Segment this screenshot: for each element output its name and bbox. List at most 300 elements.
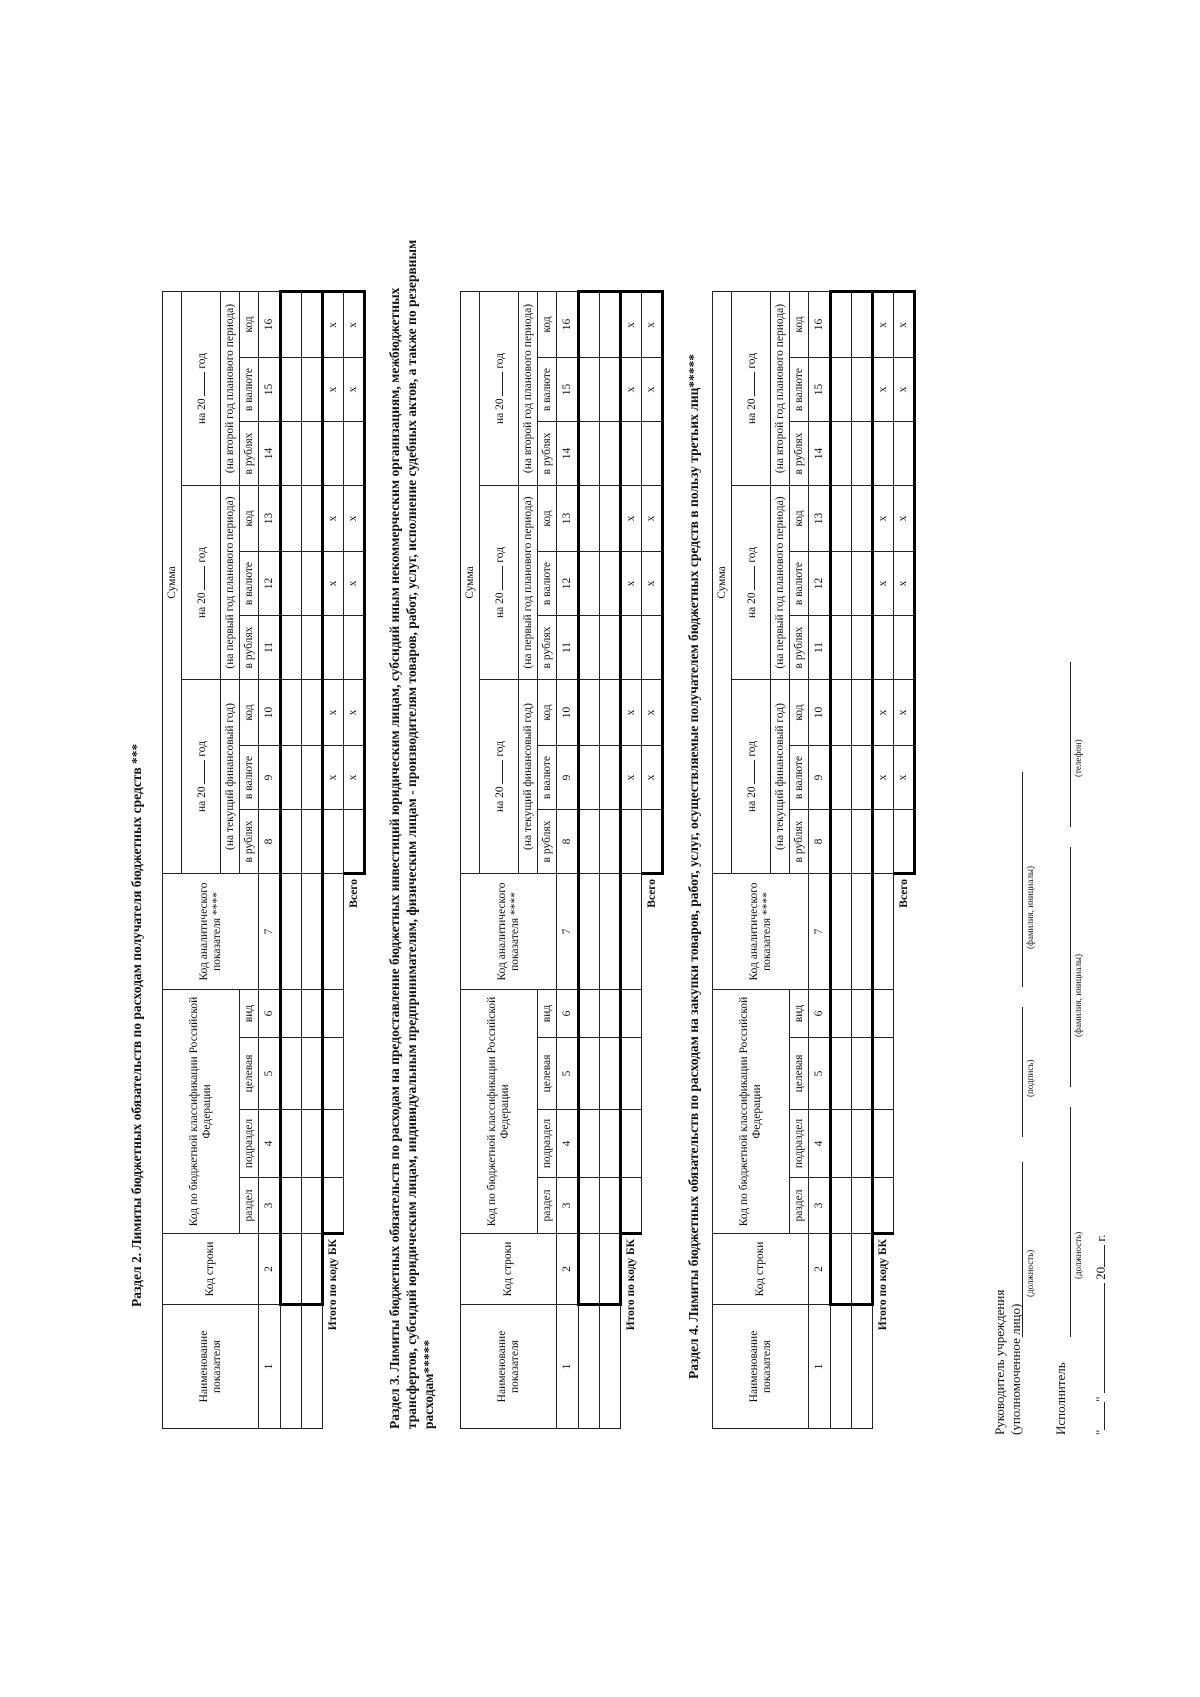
executor-name-caption: (фамилия, инициалы) — [1073, 954, 1083, 1037]
colnum: 5 — [809, 1038, 831, 1110]
cell[interactable] — [852, 486, 873, 552]
cell[interactable] — [852, 680, 873, 746]
cell[interactable] — [344, 810, 365, 874]
cell[interactable] — [600, 990, 621, 1038]
period-current — [480, 680, 519, 874]
date-quote: " — [1093, 1429, 1108, 1435]
cell[interactable] — [831, 990, 852, 1038]
cell[interactable] — [600, 1178, 621, 1234]
sub-razdel: раздел — [538, 1178, 557, 1234]
cell[interactable] — [281, 746, 302, 810]
x-mark: x — [894, 292, 915, 358]
name-caption: (фамилия, инициалы) — [1025, 866, 1035, 949]
cell[interactable] — [302, 292, 323, 358]
cell[interactable] — [831, 874, 852, 990]
x-mark: x — [873, 486, 894, 552]
colnum: 3 — [557, 1178, 579, 1234]
cell[interactable] — [852, 746, 873, 810]
period-god: год — [493, 352, 506, 369]
sub-kod: код — [790, 292, 809, 358]
total-label: Всего — [897, 879, 910, 908]
cell[interactable] — [600, 616, 621, 680]
year-blank[interactable] — [1104, 1245, 1105, 1267]
cell[interactable] — [852, 1178, 873, 1234]
colnum: 1 — [259, 1305, 281, 1429]
colnum: 1 — [809, 1305, 831, 1429]
total-label: Всего — [347, 879, 360, 908]
cell[interactable] — [579, 1178, 600, 1234]
colnum: 8 — [259, 810, 281, 874]
cell[interactable] — [323, 874, 344, 990]
cell[interactable] — [621, 1178, 642, 1234]
cell[interactable] — [873, 1178, 894, 1234]
colnum: 7 — [259, 874, 281, 990]
period-current — [732, 680, 771, 874]
x-mark: x — [323, 552, 344, 616]
cell[interactable] — [344, 422, 365, 486]
colnum: 15 — [557, 358, 579, 422]
sub-kod: код — [240, 486, 259, 552]
cell[interactable] — [852, 1305, 873, 1429]
cell[interactable] — [600, 1234, 621, 1305]
cell[interactable] — [873, 990, 894, 1038]
cell[interactable] — [281, 1038, 302, 1110]
cell[interactable] — [302, 616, 323, 680]
period-god: год — [745, 740, 758, 757]
sub-rub: в рублях — [538, 810, 557, 874]
cell[interactable] — [852, 358, 873, 422]
x-mark: x — [344, 486, 365, 552]
sub-kod: код — [790, 486, 809, 552]
period-first — [182, 486, 221, 680]
cell[interactable] — [281, 680, 302, 746]
cell[interactable] — [600, 1305, 621, 1429]
head-of-institution-label: Руководитель учреждения (уполномоченное лицо) — [992, 1289, 1023, 1435]
colnum: 15 — [809, 358, 831, 422]
period-current-label: (на текущий финансовый год) — [221, 680, 240, 874]
x-mark: x — [642, 358, 663, 422]
colnum: 2 — [259, 1234, 281, 1305]
cell[interactable] — [579, 292, 600, 358]
cell[interactable] — [852, 1234, 873, 1305]
sub-kod: код — [240, 292, 259, 358]
col-row-code: Код строки — [713, 1234, 809, 1305]
cell[interactable] — [831, 746, 852, 810]
cell[interactable] — [873, 1038, 894, 1110]
sub-razdel: раздел — [240, 1178, 259, 1234]
colnum: 4 — [557, 1110, 579, 1178]
colnum: 16 — [809, 292, 831, 358]
colnum: 11 — [259, 616, 281, 680]
sub-podrazdel: подраздел — [790, 1110, 809, 1178]
cell[interactable] — [600, 680, 621, 746]
position-line — [1022, 1162, 1023, 1337]
cell[interactable] — [600, 552, 621, 616]
period-god: год — [745, 546, 758, 563]
sub-val: в валюте — [790, 358, 809, 422]
x-mark: x — [344, 746, 365, 810]
year-blank — [194, 760, 205, 784]
colnum: 13 — [557, 486, 579, 552]
colnum: 2 — [557, 1234, 579, 1305]
year-blank — [492, 566, 503, 590]
colnum: 14 — [259, 422, 281, 486]
cell[interactable] — [281, 358, 302, 422]
cell[interactable] — [579, 486, 600, 552]
sub-rub: в рублях — [240, 810, 259, 874]
total-bk-label: Итого по коду БК — [625, 1239, 638, 1331]
executor-name-line — [1070, 847, 1071, 1087]
cell[interactable] — [852, 1110, 873, 1178]
cell[interactable] — [281, 292, 302, 358]
sub-val: в валюте — [790, 552, 809, 616]
cell[interactable] — [600, 292, 621, 358]
cell[interactable] — [281, 874, 302, 990]
x-mark: x — [621, 680, 642, 746]
cell[interactable] — [302, 874, 323, 990]
cell[interactable] — [642, 422, 663, 486]
col-sum: Сумма — [163, 292, 182, 874]
cell[interactable] — [302, 1178, 323, 1234]
sub-rub: в рублях — [240, 422, 259, 486]
table-row — [600, 292, 621, 1429]
name-line — [1022, 772, 1023, 987]
cell[interactable] — [579, 1234, 600, 1305]
sub-kod: код — [790, 680, 809, 746]
cell[interactable] — [621, 422, 642, 486]
year-blank — [194, 566, 205, 590]
cell[interactable] — [302, 1305, 323, 1429]
year-blank — [744, 566, 755, 590]
cell[interactable] — [831, 486, 852, 552]
signature-line — [1022, 1007, 1023, 1137]
col-bk-code: Код по бюджетной классификации Российской Федерации — [461, 990, 538, 1234]
column-numbers-row — [557, 292, 579, 1429]
spacer — [894, 990, 915, 1429]
cell[interactable] — [344, 616, 365, 680]
cell[interactable] — [873, 1110, 894, 1178]
sub-vid: вид — [538, 990, 557, 1038]
cell[interactable] — [281, 1178, 302, 1234]
cell[interactable] — [621, 874, 642, 990]
column-numbers-row — [809, 292, 831, 1429]
sub-val: в валюте — [240, 552, 259, 616]
cell[interactable] — [323, 1178, 344, 1234]
cell[interactable] — [579, 616, 600, 680]
colnum: 4 — [809, 1110, 831, 1178]
cell[interactable] — [831, 1038, 852, 1110]
period-second — [732, 292, 771, 486]
cell[interactable] — [873, 810, 894, 874]
colnum: 5 — [557, 1038, 579, 1110]
cell[interactable] — [831, 552, 852, 616]
period-na20: на 20 — [745, 398, 758, 425]
x-mark: x — [344, 358, 365, 422]
cell[interactable] — [302, 1234, 323, 1305]
col-indicator-name: Наименование показателя — [461, 1305, 557, 1429]
col-analytic-code: Код аналитического показателя **** — [713, 874, 809, 990]
year-blank — [744, 760, 755, 784]
cell[interactable] — [281, 616, 302, 680]
year-blank — [194, 372, 205, 396]
x-mark: x — [894, 552, 915, 616]
cell[interactable] — [600, 810, 621, 874]
colnum: 14 — [809, 422, 831, 486]
cell[interactable] — [852, 874, 873, 990]
executor-label: Исполнитель — [1053, 1362, 1068, 1435]
sub-celevaya: целевая — [538, 1038, 557, 1110]
cell[interactable] — [579, 1305, 600, 1429]
total-row — [344, 292, 365, 1429]
x-mark: x — [873, 552, 894, 616]
section-3-table — [460, 290, 664, 1429]
table-row — [302, 292, 323, 1429]
cell[interactable] — [642, 810, 663, 874]
cell[interactable] — [302, 990, 323, 1038]
month-blank[interactable] — [1104, 1283, 1105, 1393]
cell[interactable] — [579, 358, 600, 422]
cell[interactable] — [831, 422, 852, 486]
colnum: 11 — [809, 616, 831, 680]
cell[interactable] — [621, 990, 642, 1038]
colnum: 8 — [809, 810, 831, 874]
cell[interactable] — [302, 680, 323, 746]
cell[interactable] — [831, 1178, 852, 1234]
sub-val: в валюте — [538, 746, 557, 810]
cell[interactable] — [579, 680, 600, 746]
cell[interactable] — [642, 616, 663, 680]
colnum: 3 — [809, 1178, 831, 1234]
section-4-title: Раздел 4. Лимиты бюджетных обязательств по расходам на закупки товаров, работ, услуг, осуществляемые получателем бюджетных средств в пользу третьих лиц***** — [686, 353, 701, 1379]
col-bk-code: Код по бюджетной классификации Российской Федерации — [163, 990, 240, 1234]
x-mark: x — [642, 746, 663, 810]
colnum: 8 — [557, 810, 579, 874]
sub-podrazdel: подраздел — [240, 1110, 259, 1178]
sub-val: в валюте — [538, 552, 557, 616]
table-row — [831, 292, 852, 1429]
section-3-title: Раздел 3. Лимиты бюджетных обязательств по расходам на предоставление бюджетных инвестиций юридическим лицам, субсидий иным некоммерческим организациям, межбюджетных трансфертов, субсидий юридическим лицам, индивидуальным предпринимателям, физическим лицам - производителям товаров, работ, услуг, исполнение судебных актов, а также по резервным расходам***** — [387, 239, 436, 1429]
cell[interactable] — [302, 552, 323, 616]
x-mark: x — [894, 680, 915, 746]
sub-kod: код — [538, 680, 557, 746]
col-row-code: Код строки — [163, 1234, 259, 1305]
cell[interactable] — [281, 810, 302, 874]
x-mark: x — [642, 680, 663, 746]
cell[interactable] — [579, 552, 600, 616]
sub-rub: в рублях — [790, 422, 809, 486]
cell[interactable] — [281, 486, 302, 552]
total-row — [642, 292, 663, 1429]
sub-kod: код — [538, 292, 557, 358]
cell[interactable] — [302, 1038, 323, 1110]
period-second-label: (на второй год планового периода) — [221, 292, 240, 486]
spacer — [642, 990, 663, 1429]
colnum: 2 — [809, 1234, 831, 1305]
cell[interactable] — [831, 1234, 852, 1305]
cell[interactable] — [579, 810, 600, 874]
period-first-label: (на первый год планового периода) — [221, 486, 240, 680]
cell[interactable] — [852, 292, 873, 358]
cell[interactable] — [600, 422, 621, 486]
position-caption: (должность) — [1025, 1249, 1035, 1297]
x-mark: x — [344, 680, 365, 746]
period-second-label: (на второй год планового периода) — [519, 292, 538, 486]
cell[interactable] — [323, 1038, 344, 1110]
sub-val: в валюте — [790, 746, 809, 810]
cell[interactable] — [281, 1110, 302, 1178]
cell[interactable] — [302, 810, 323, 874]
cell[interactable] — [579, 874, 600, 990]
section-4-table — [712, 290, 916, 1429]
date-field — [1093, 1235, 1109, 1436]
cell[interactable] — [579, 422, 600, 486]
colnum: 12 — [557, 552, 579, 616]
cell[interactable] — [281, 552, 302, 616]
period-first-label: (на первый год планового периода) — [519, 486, 538, 680]
total-row — [894, 292, 915, 1429]
period-second — [182, 292, 221, 486]
cell[interactable] — [852, 1038, 873, 1110]
colnum: 15 — [259, 358, 281, 422]
period-na20: на 20 — [745, 592, 758, 619]
colnum: 10 — [259, 680, 281, 746]
colnum: 12 — [259, 552, 281, 616]
table-row — [281, 292, 302, 1429]
cell[interactable] — [894, 422, 915, 486]
sub-rub: в рублях — [790, 616, 809, 680]
cell[interactable] — [621, 1038, 642, 1110]
cell[interactable] — [323, 616, 344, 680]
cell[interactable] — [831, 292, 852, 358]
executor-position-caption: (должность) — [1073, 1231, 1083, 1279]
x-mark: x — [323, 680, 344, 746]
period-na20: на 20 — [493, 398, 506, 425]
cell[interactable] — [852, 990, 873, 1038]
cell[interactable] — [600, 1110, 621, 1178]
cell[interactable] — [302, 422, 323, 486]
cell[interactable] — [281, 422, 302, 486]
cell[interactable] — [831, 810, 852, 874]
cell[interactable] — [600, 486, 621, 552]
section-2-table — [162, 290, 366, 1429]
cell[interactable] — [831, 616, 852, 680]
cell[interactable] — [579, 746, 600, 810]
colnum: 6 — [557, 990, 579, 1038]
col-indicator-name: Наименование показателя — [713, 1305, 809, 1429]
day-blank[interactable] — [1104, 1402, 1105, 1430]
colnum: 4 — [259, 1110, 281, 1178]
executor-position-line — [1070, 1107, 1071, 1337]
cell[interactable] — [621, 1110, 642, 1178]
period-na20: на 20 — [493, 592, 506, 619]
cell[interactable] — [894, 616, 915, 680]
colnum: 11 — [557, 616, 579, 680]
cell[interactable] — [621, 616, 642, 680]
colnum: 13 — [259, 486, 281, 552]
cell[interactable] — [831, 1110, 852, 1178]
x-mark: x — [344, 552, 365, 616]
cell[interactable] — [873, 422, 894, 486]
cell[interactable] — [302, 486, 323, 552]
period-god: год — [195, 546, 208, 563]
year-blank — [492, 372, 503, 396]
cell[interactable] — [852, 616, 873, 680]
cell[interactable] — [281, 1305, 302, 1429]
x-mark: x — [344, 292, 365, 358]
cell[interactable] — [852, 422, 873, 486]
cell[interactable] — [281, 1234, 302, 1305]
colnum: 12 — [809, 552, 831, 616]
sub-razdel: раздел — [790, 1178, 809, 1234]
cell[interactable] — [600, 874, 621, 990]
phone-caption: (телефон) — [1073, 739, 1083, 777]
cell[interactable] — [302, 358, 323, 422]
cell[interactable] — [281, 990, 302, 1038]
col-indicator-name: Наименование показателя — [163, 1305, 259, 1429]
period-god: год — [745, 352, 758, 369]
x-mark: x — [873, 292, 894, 358]
sub-rub: в рублях — [538, 616, 557, 680]
colnum: 7 — [557, 874, 579, 990]
sub-val: в валюте — [538, 358, 557, 422]
cell[interactable] — [323, 990, 344, 1038]
section-2-title: Раздел 2. Лимиты бюджетных обязательств по расходам получателя бюджетных средств *** — [129, 743, 144, 1307]
x-mark: x — [642, 292, 663, 358]
cell[interactable] — [323, 422, 344, 486]
sub-rub: в рублях — [240, 616, 259, 680]
period-first-label: (на первый год планового периода) — [771, 486, 790, 680]
x-mark: x — [642, 552, 663, 616]
x-mark: x — [894, 358, 915, 422]
cell[interactable] — [852, 810, 873, 874]
cell[interactable] — [302, 1110, 323, 1178]
cell[interactable] — [302, 746, 323, 810]
cell[interactable] — [579, 1110, 600, 1178]
year-prefix: 20 — [1093, 1266, 1108, 1280]
cell[interactable] — [323, 1110, 344, 1178]
sub-celevaya: целевая — [240, 1038, 259, 1110]
cell[interactable] — [873, 616, 894, 680]
cell[interactable] — [852, 552, 873, 616]
col-analytic-code: Код аналитического показателя **** — [163, 874, 259, 990]
period-na20: на 20 — [195, 786, 208, 813]
x-mark: x — [894, 746, 915, 810]
cell[interactable] — [600, 746, 621, 810]
sub-rub: в рублях — [538, 422, 557, 486]
cell[interactable] — [831, 1305, 852, 1429]
sub-vid: вид — [790, 990, 809, 1038]
period-first — [732, 486, 771, 680]
cell[interactable] — [600, 358, 621, 422]
period-first — [480, 486, 519, 680]
cell[interactable] — [579, 990, 600, 1038]
cell[interactable] — [621, 810, 642, 874]
colnum: 6 — [809, 990, 831, 1038]
cell[interactable] — [894, 810, 915, 874]
cell[interactable] — [873, 874, 894, 990]
cell[interactable] — [600, 1038, 621, 1110]
x-mark: x — [873, 680, 894, 746]
cell[interactable] — [831, 358, 852, 422]
cell[interactable] — [831, 680, 852, 746]
x-mark: x — [642, 486, 663, 552]
x-mark: x — [323, 358, 344, 422]
total-bk-row — [621, 292, 642, 1429]
colnum: 1 — [557, 1305, 579, 1429]
cell[interactable] — [323, 810, 344, 874]
cell[interactable] — [579, 1038, 600, 1110]
x-mark: x — [894, 486, 915, 552]
